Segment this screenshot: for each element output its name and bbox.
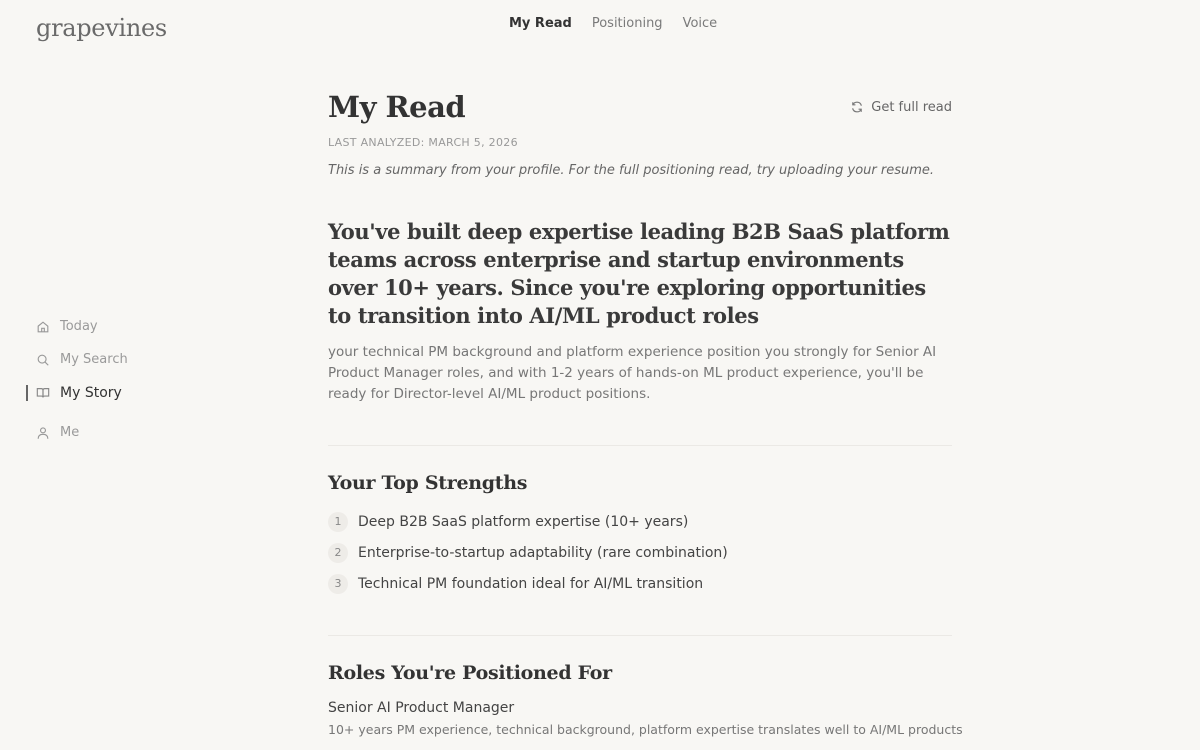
app-logo[interactable]: grapevines	[36, 14, 167, 42]
sidebar-item-label: My Search	[60, 352, 128, 367]
positioning-body: your technical PM background and platform experience position you strongly for Senior AI Product Manager roles, and with 1-2 years of hands-on ML product experience, you'll be ready for Director-level AI/ML product positions.	[328, 344, 937, 402]
divider	[328, 635, 952, 636]
last-analyzed: LAST ANALYZED: MARCH 5, 2026	[328, 136, 518, 149]
sidebar-item-label: Me	[60, 425, 80, 440]
tab-voice[interactable]: Voice	[682, 16, 718, 31]
main-content	[328, 90, 963, 737]
top-nav	[509, 16, 717, 31]
role-description: 10+ years PM experience, technical background, platform expertise translates well to AI/ML products	[328, 722, 963, 737]
divider	[328, 445, 952, 446]
list-item	[328, 568, 952, 599]
page-title: My Read	[328, 90, 466, 124]
sidebar-item-my-story[interactable]	[26, 376, 206, 409]
summary-note: This is a summary from your profile. For the full positioning read, try uploading your resume.	[328, 163, 935, 178]
sidebar	[26, 310, 206, 449]
home-icon	[36, 320, 50, 334]
book-icon	[36, 386, 50, 400]
sidebar-item-my-search[interactable]	[26, 343, 206, 376]
roles-title: Roles You're Positioned For	[328, 662, 612, 684]
refresh-icon	[850, 100, 864, 114]
list-item	[328, 506, 952, 537]
role-title: Senior AI Product Manager	[328, 700, 515, 716]
strength-text: Deep B2B SaaS platform expertise (10+ years)	[358, 513, 689, 530]
strength-number: 3	[328, 574, 348, 594]
positioning-headline: You've built deep expertise leading B2B SaaS platform teams across enterprise and startup environments over 10+ years. Since you're exploring opportunities to transition into AI/ML product roles	[328, 219, 950, 328]
sidebar-item-today[interactable]	[26, 310, 206, 343]
strength-number: 2	[328, 543, 348, 563]
list-item	[328, 537, 952, 568]
strengths-list	[328, 506, 952, 599]
get-full-read-label: Get full read	[871, 99, 952, 115]
get-full-read-button[interactable]	[850, 100, 952, 115]
strength-number: 1	[328, 512, 348, 532]
search-icon	[36, 353, 50, 367]
tab-positioning[interactable]: Positioning	[591, 16, 663, 31]
tab-my-read[interactable]: My Read	[509, 16, 572, 31]
sidebar-item-label: Today	[60, 319, 98, 334]
strength-text: Technical PM foundation ideal for AI/ML transition	[358, 575, 704, 592]
strength-text: Enterprise-to-startup adaptability (rare combination)	[358, 544, 728, 561]
user-icon	[36, 426, 50, 440]
sidebar-item-label: My Story	[60, 384, 122, 401]
strengths-title: Your Top Strengths	[328, 472, 528, 494]
sidebar-item-me[interactable]	[26, 416, 206, 449]
